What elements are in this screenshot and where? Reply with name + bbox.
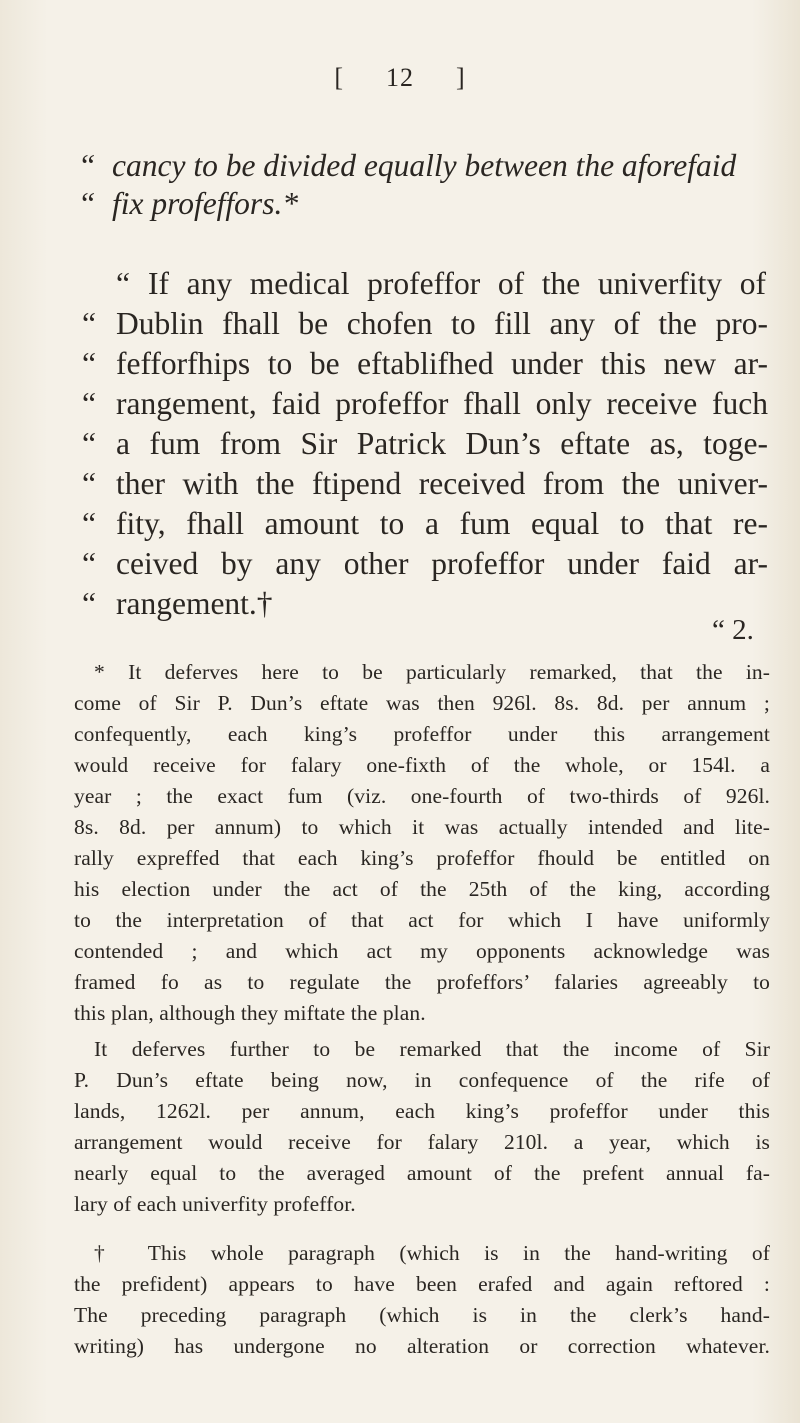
footnote-line-text: his election under the act of the 25th of the king, according — [74, 877, 770, 901]
footnote-line-text: come of Sir P. Dun’s eftate was then 926l. 8s. 8d. per annum ; — [74, 691, 770, 715]
page-number-value: 12 — [386, 63, 414, 92]
footnote-line-text: nearly equal to the averaged amount of the prefent annual fa- — [74, 1161, 770, 1185]
quote-mark: “ — [82, 586, 96, 621]
quote-mark: “ — [82, 466, 96, 501]
line-text: Dublin fhall be chofen to fill any of the pro- — [116, 306, 768, 341]
quote-mark: “ — [78, 148, 96, 183]
footnote-line-text: arrangement would receive for falary 210l. a year, which is — [74, 1130, 770, 1154]
footnote-line-text: contended ; and which act my opponents acknowledge was — [74, 939, 770, 963]
line-text: a fum from Sir Patrick Dun’s eftate as, toge- — [116, 426, 768, 461]
footnote-line-text: writing) has undergone no alteration or correction whatever. — [74, 1334, 770, 1358]
footnote-line-text: The preceding paragraph (which is in the clerk’s hand- — [74, 1303, 770, 1327]
page-number — [0, 63, 800, 93]
footnote-line-text: lary of each univerfity profeffor. — [74, 1192, 356, 1216]
footnote-line-text: this plan, although they miftate the plan. — [74, 1001, 426, 1025]
footnote-line-text: to the interpretation of that act for which I have uniformly — [74, 908, 770, 932]
quote-mark: “ — [82, 426, 96, 461]
quote-mark: “ — [82, 346, 96, 381]
line-text: fity, fhall amount to a fum equal to that re- — [116, 506, 768, 541]
footnote-line-text: lands, 1262l. per annum, each king’s profeffor under this — [74, 1099, 770, 1123]
bracket-right: ] — [456, 63, 466, 92]
line-text: ther with the ftipend received from the univer- — [116, 466, 768, 501]
line-text: fix profeffors.* — [112, 186, 299, 221]
footnote-line-text: P. Dun’s eftate being now, in confequence of the rife of — [74, 1068, 770, 1092]
footnote-line-text: rally expreffed that each king’s profeffor fhould be entitled on — [74, 846, 770, 870]
quote-mark: “ — [82, 546, 96, 581]
footnote-line-text: would receive for falary one-fixth of the whole, or 154l. a — [74, 753, 770, 777]
quote-mark: “ — [82, 386, 96, 421]
line-text: If any medical profeffor of the univerfity of — [148, 266, 766, 301]
catchword: “ 2. — [712, 614, 754, 646]
footnote-line-text: the prefident) appears to have been erafed and again reftored : — [74, 1272, 770, 1296]
line-text: ceived by any other profeffor under faid ar- — [116, 546, 768, 581]
line-text: fefforfhips to be eftablifhed under this new ar- — [116, 346, 768, 381]
footnote-line-text: † This whole paragraph (which is in the hand-writing of — [94, 1241, 770, 1265]
line-text: rangement, faid profeffor fhall only receive fuch — [116, 386, 768, 421]
quote-mark: “ — [82, 506, 96, 541]
line-text: rangement.† — [116, 586, 273, 621]
footnote-line-text: framed fo as to regulate the profeffors’ falaries agreeably to — [74, 970, 770, 994]
footnote-line-text: It deferves further to be remarked that the income of Sir — [94, 1037, 770, 1061]
footnote-line-text: * It deferves here to be particularly remarked, that the in- — [94, 660, 770, 684]
quote-mark: “ — [116, 266, 130, 301]
footnote-line-text: confequently, each king’s profeffor under this arrangement — [74, 722, 770, 746]
footnote-line-text: year ; the exact fum (viz. one-fourth of two-thirds of 926l. — [74, 784, 770, 808]
quote-mark: “ — [82, 306, 96, 341]
line-text: cancy to be divided equally between the aforefaid — [112, 148, 737, 183]
quote-mark: “ — [78, 186, 96, 221]
footnote-line-text: 8s. 8d. per annum) to which it was actually intended and lite- — [74, 815, 770, 839]
bracket-left: [ — [334, 63, 344, 92]
